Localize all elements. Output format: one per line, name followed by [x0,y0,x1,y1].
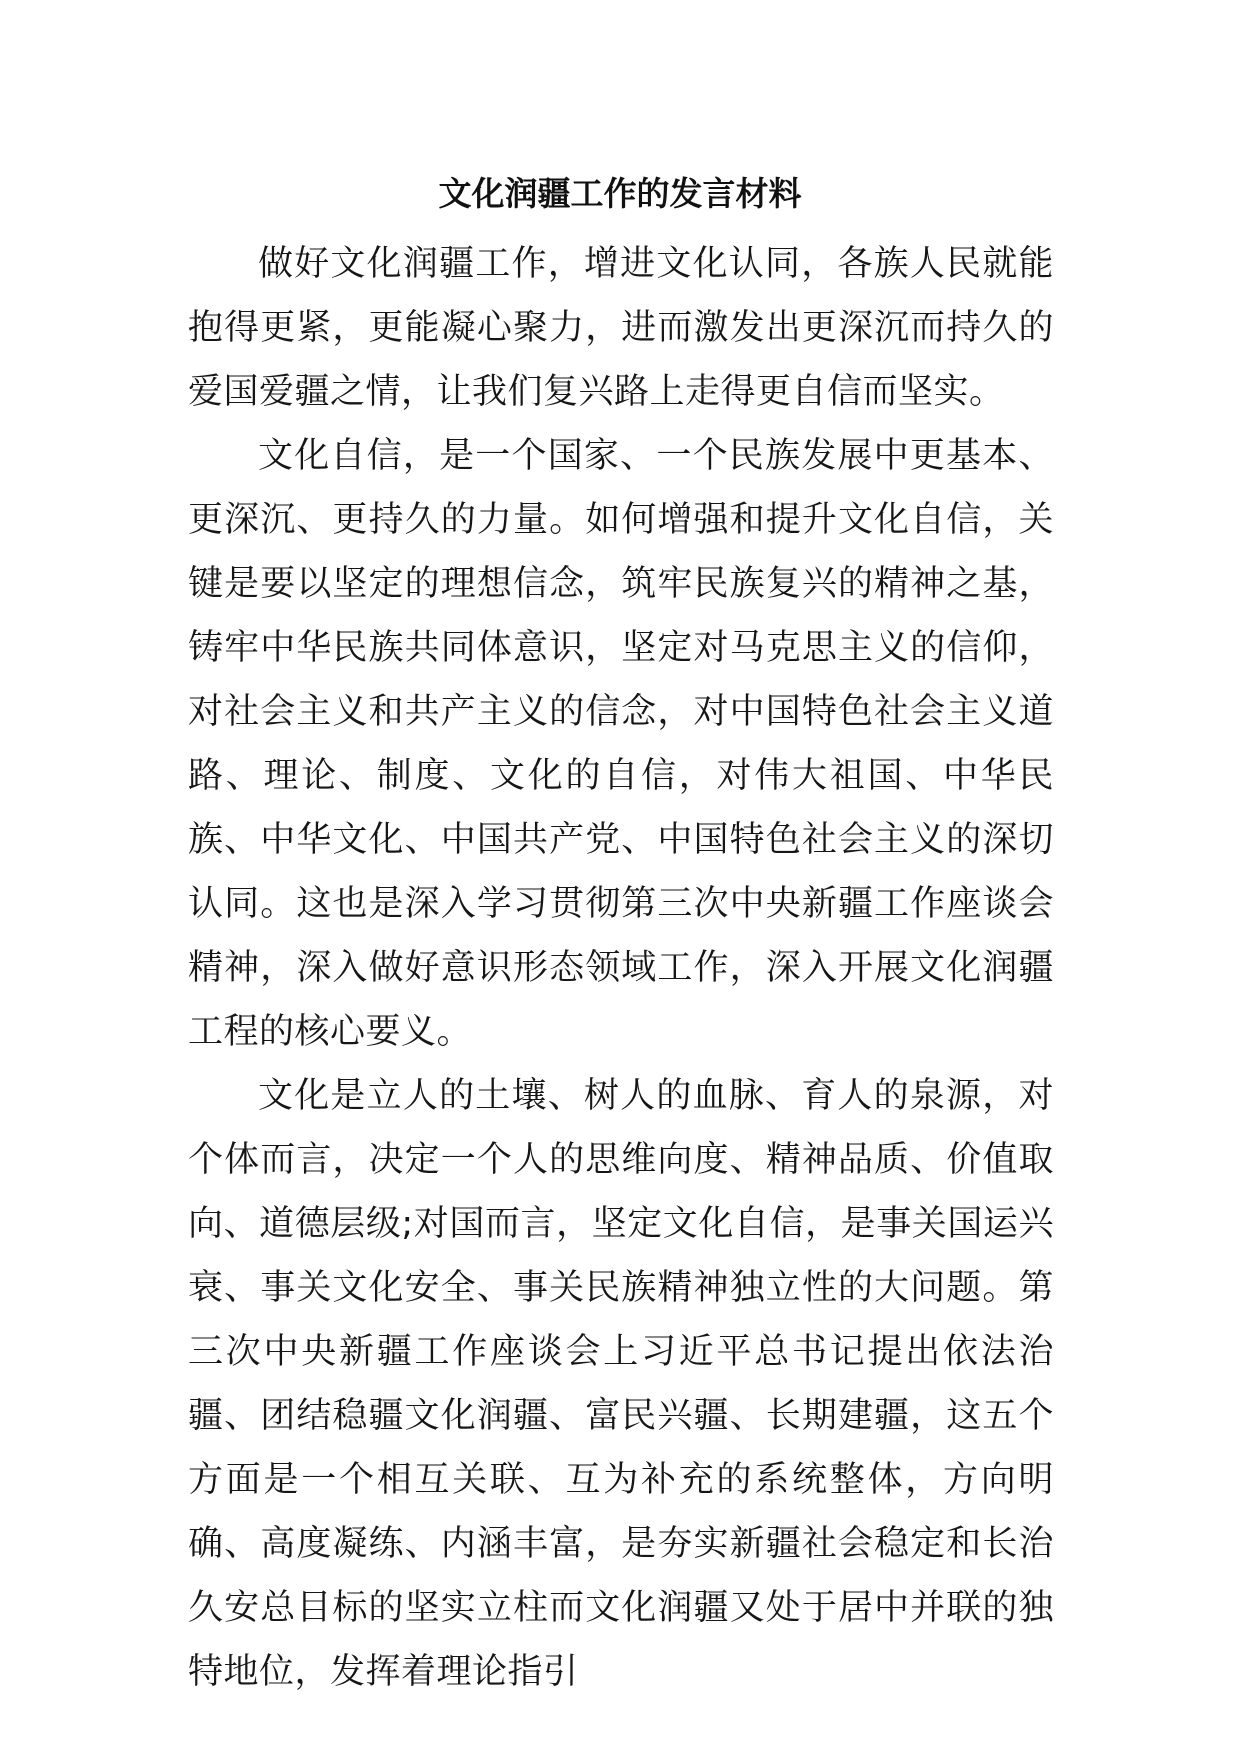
paragraph-1: 做好文化润疆工作，增进文化认同，各族人民就能抱得更紧，更能凝心聚力，进而激发出更深沉而持久的爱国爱疆之情，让我们复兴路上走得更自信而坚实。 [188,244,1054,412]
document-title: 文化润疆工作的发言材料 [438,174,802,213]
paragraph-3: 文化是立人的土壤、树人的血脉、育人的泉源，对个体而言，决定一个人的思维向度、精神品质、价值取向、道德层级;对国而言，坚定文化自信，是事关国运兴衰、事关文化安全、事关民族精神独立性的大问题。第三次中央新疆工作座谈会上习近平总书记提出依法治疆、团结稳疆文化润疆、富民兴疆、长期建疆，这五个方面是一个相互关联、互为补充的系统整体，方向明确、高度凝练、内涵丰富，是夯实新疆社会稳定和长治久安总目标的坚实立柱而文化润疆又处于居中并联的独特地位，发挥着理论指引 [188,1076,1054,1692]
document-body [188,232,1054,1704]
paragraph-2: 文化自信，是一个国家、一个民族发展中更基本、更深沉、更持久的力量。如何增强和提升文化自信，关键是要以坚定的理想信念，筑牢民族复兴的精神之基，铸牢中华民族共同体意识，坚定对马克思主义的信仰，对社会主义和共产主义的信念，对中国特色社会主义道路、理论、制度、文化的自信，对伟大祖国、中华民族、中华文化、中国共产党、中国特色社会主义的深切认同。这也是深入学习贯彻第三次中央新疆工作座谈会精神，深入做好意识形态领域工作，深入开展文化润疆工程的核心要义。 [188,436,1054,1052]
